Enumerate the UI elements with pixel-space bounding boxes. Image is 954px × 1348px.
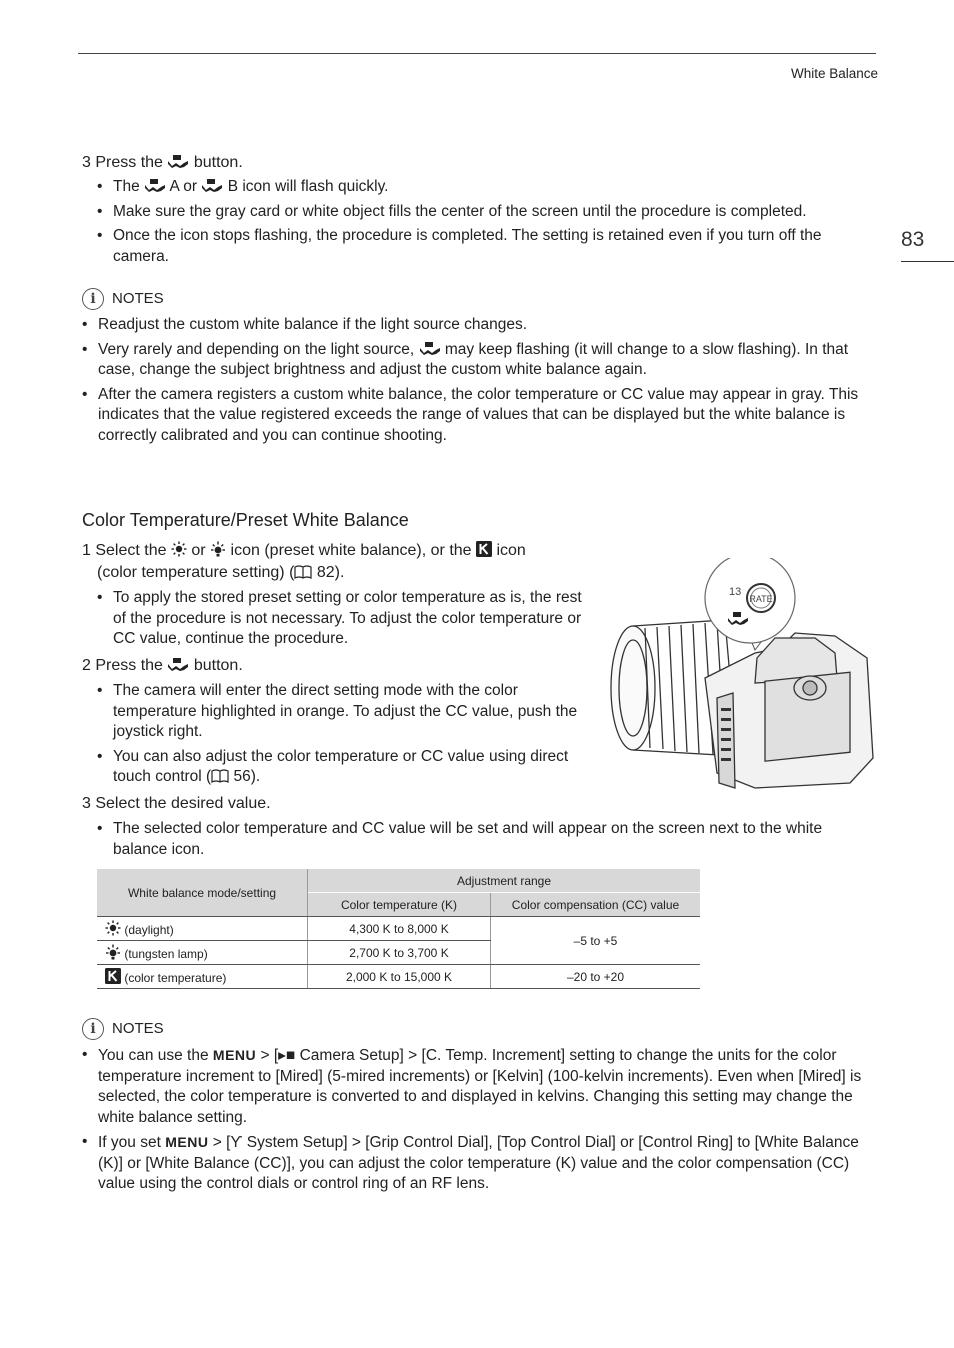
wrench-icon: Ƴ <box>230 1134 243 1151</box>
table-cell-temp: 2,700 K to 3,700 K <box>308 941 491 965</box>
white-balance-table <box>97 869 700 989</box>
info-icon: i <box>82 288 104 310</box>
table-header-mode: White balance mode/setting <box>97 869 308 917</box>
callout-number: 13 <box>729 586 742 598</box>
table-header-color-temp: Color temperature (K) <box>308 893 491 917</box>
notes-list <box>82 1045 876 1195</box>
custom-wb-icon <box>167 155 189 169</box>
tungsten-lamp-icon <box>210 541 226 557</box>
table-cell-mode: (color temperature) <box>97 965 308 989</box>
daylight-icon <box>171 541 187 557</box>
step-1-continued: (color temperature setting) ( 82). <box>97 564 345 581</box>
tungsten-lamp-icon <box>105 944 121 960</box>
table-cell-temp: 2,000 K to 15,000 K <box>308 965 491 989</box>
step-2-press-button: 2 Press the button. <box>82 657 243 674</box>
step-3-select-value: 3 Select the desired value. <box>82 795 271 812</box>
table-cell-cc: –5 to +5 <box>491 917 701 965</box>
rate-button-label: RATE <box>749 594 773 604</box>
step-3-value-bullets <box>97 819 867 860</box>
book-reference-icon <box>211 769 229 783</box>
section-title: Color Temperature/Preset White Balance <box>82 510 409 530</box>
list-item: • If you set MENU > [Ƴ System Setup] > [Grip Control Dial], [Top Control Dial] or [Control Ring] to [White Balance (K)] or [White Balance (CC)], you can adjust the color temperature (K) value and the color compensation (CC) value using the control dials or control ring of an RF lens. <box>82 1133 859 1192</box>
list-item: • Once the icon stops flashing, the procedure is completed. The setting is retained even if you turn off the camera. <box>97 227 822 265</box>
notes-heading: i NOTES <box>82 288 164 310</box>
color-temperature-k-icon <box>105 968 121 984</box>
page-number-rule <box>901 261 954 262</box>
menu-icon: MENU <box>212 1047 257 1063</box>
camera-illustration <box>605 558 877 808</box>
step-1-bullets <box>97 588 587 650</box>
list-item: • The selected color temperature and CC value will be set and will appear on the screen next to the white balance icon. <box>97 820 823 858</box>
camera-setup-icon: ▸■ <box>278 1047 296 1064</box>
list-item: • The A or B icon will flash quickly. <box>97 178 389 195</box>
step-1-select-icon: 1 Select the or icon (preset white balance), or the icon <box>82 542 526 559</box>
step-3-bullets <box>97 177 857 267</box>
list-item: • Very rarely and depending on the light source, may keep flashing (it will change to a slow flashing). In that case, change the subject brightness and adjust the custom white balance again. <box>82 340 849 378</box>
custom-wb-icon <box>144 179 166 193</box>
list-item: • After the camera registers a custom white balance, the color temperature or CC value may appear in gray. This indicates that the value registered exceeds the range of values that can be displayed but the white balance is correctly calibrated and you can continue shooting. <box>82 385 859 444</box>
custom-wb-icon <box>201 179 223 193</box>
step-2-bullets <box>97 681 597 788</box>
color-temperature-k-icon <box>476 541 492 557</box>
running-header: White Balance <box>790 66 878 81</box>
list-item: • To apply the stored preset setting or color temperature as is, the rest of the procedure is not necessary. To adjust the color temperature or CC value, continue the procedure. <box>97 589 582 647</box>
list-item: • Make sure the gray card or white object fills the center of the screen until the procedure is completed. <box>97 202 807 220</box>
table-header-adjustment-range: Adjustment range <box>308 869 701 893</box>
table-row <box>97 965 700 989</box>
notes-list <box>82 315 876 446</box>
list-item: • You can use the MENU > [▸■ Camera Setup] > [C. Temp. Increment] setting to change the units for the color temperature increment to [Mired] (5-mired increments) or [Kelvin] (100-kelvin increments). Even when [Mired] is selected, the color temperature is converted to and displayed in kelvins. Changing this setting may change the white balance setting. <box>82 1046 862 1126</box>
notes-heading: i NOTES <box>82 1018 164 1040</box>
page-number: 83 <box>901 228 925 251</box>
table-cell-temp: 4,300 K to 8,000 K <box>308 917 491 941</box>
menu-icon: MENU <box>165 1134 209 1150</box>
info-icon: i <box>82 1018 104 1040</box>
table-row <box>97 917 700 941</box>
list-item: • You can also adjust the color temperature or CC value using direct touch control ( 56). <box>97 747 569 785</box>
header-rule <box>78 53 876 54</box>
daylight-icon <box>105 920 121 936</box>
list-item: • Readjust the custom white balance if the light source changes. <box>82 316 528 333</box>
custom-wb-icon <box>419 342 441 356</box>
table-cell-cc: –20 to +20 <box>491 965 701 989</box>
step-3-press-button: 3 Press the button. <box>82 154 243 171</box>
table-cell-mode: (tungsten lamp) <box>97 941 308 965</box>
list-item: • The camera will enter the direct setting mode with the color temperature highlighted in orange. To adjust the CC value, push the joystick right. <box>97 682 578 740</box>
table-header-cc: Color compensation (CC) value <box>491 893 701 917</box>
book-reference-icon <box>294 565 312 579</box>
custom-wb-icon <box>167 658 189 672</box>
table-cell-mode: (daylight) <box>97 917 308 941</box>
